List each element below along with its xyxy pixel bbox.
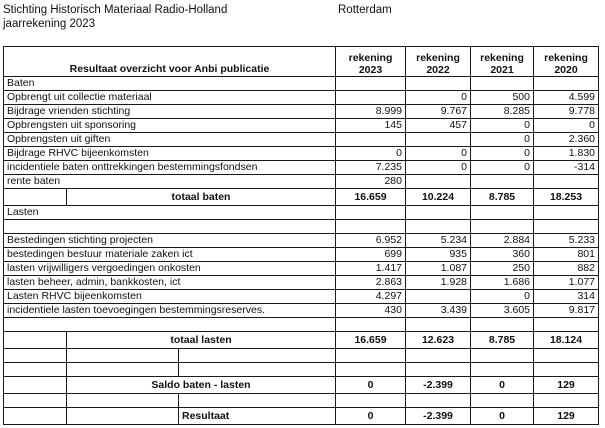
value-cell: 500	[471, 91, 534, 105]
empty-cell	[67, 363, 179, 377]
value-cell: 0	[534, 119, 599, 133]
lasten-row	[4, 290, 599, 304]
value-cell: 9.778	[534, 105, 599, 119]
value-cell: 0	[406, 91, 471, 105]
empty-cell	[471, 220, 534, 234]
spacer-row	[4, 363, 599, 377]
total-value-cell: -2.399	[406, 408, 471, 425]
section-baten-label: Baten	[4, 77, 336, 91]
row-label: incidentiele lasten toevoegingen bestemmingsreserves.	[4, 304, 336, 318]
empty-cell	[406, 394, 471, 408]
empty-cell	[471, 363, 534, 377]
total-value-cell: 129	[534, 377, 599, 394]
empty-cell	[406, 77, 471, 91]
lasten-row	[4, 262, 599, 276]
empty-cell	[4, 332, 67, 349]
column-header-year: 2021	[490, 64, 514, 76]
column-header-2020	[534, 47, 599, 77]
empty-cell	[4, 189, 67, 206]
row-label: Opbrengt uit collectie materiaal	[4, 91, 336, 105]
column-header-label: rekening	[416, 52, 460, 64]
value-cell: 5.234	[406, 234, 471, 248]
empty-cell	[406, 349, 471, 363]
value-cell	[406, 290, 471, 304]
empty-cell	[4, 394, 67, 408]
empty-cell	[179, 394, 336, 408]
section-lasten-label: Lasten	[4, 206, 336, 220]
value-cell: 4.297	[336, 290, 406, 304]
row-label: Bijdrage vrienden stichting	[4, 105, 336, 119]
table-title: Resultaat overzicht voor Anbi publicatie	[4, 47, 336, 77]
empty-cell	[67, 408, 179, 425]
empty-cell	[534, 363, 599, 377]
table-header-row	[4, 47, 599, 77]
empty-cell	[336, 394, 406, 408]
empty-cell	[336, 363, 406, 377]
empty-cell	[534, 349, 599, 363]
value-cell: 1.830	[534, 147, 599, 161]
section-baten	[4, 77, 599, 91]
section-lasten	[4, 206, 599, 220]
spacer-row	[4, 220, 599, 234]
value-cell: 1.417	[336, 262, 406, 276]
empty-cell	[336, 77, 406, 91]
value-cell: 145	[336, 119, 406, 133]
value-cell: 3.605	[471, 304, 534, 318]
value-cell: 699	[336, 248, 406, 262]
row-label: lasten vrijwilligers vergoedingen onkosten	[4, 262, 336, 276]
total-value-cell: 8.785	[471, 332, 534, 349]
column-header-label: rekening	[544, 52, 588, 64]
row-label: Opbrengsten uit sponsoring	[4, 119, 336, 133]
row-label: bestedingen bestuur materiale zaken ict	[4, 248, 336, 262]
lasten-row	[4, 234, 599, 248]
value-cell: 0	[471, 161, 534, 175]
value-cell	[406, 175, 471, 189]
row-label: lasten beheer, admin, bankkosten, ict	[4, 276, 336, 290]
saldo	[4, 377, 599, 394]
empty-cell	[534, 394, 599, 408]
lasten-row	[4, 248, 599, 262]
empty-cell	[406, 318, 471, 332]
total-value-cell: 0	[471, 408, 534, 425]
value-cell: 1.087	[406, 262, 471, 276]
empty-cell	[471, 77, 534, 91]
row-label: Bestedingen stichting projecten	[4, 234, 336, 248]
baten-row	[4, 147, 599, 161]
column-header-label: rekening	[348, 52, 393, 64]
column-header-label: rekening	[480, 52, 524, 64]
empty-cell	[471, 349, 534, 363]
baten-row	[4, 161, 599, 175]
resultaat-label: Resultaat	[179, 408, 336, 425]
value-cell: 2.360	[534, 133, 599, 147]
baten-row	[4, 175, 599, 189]
empty-cell	[67, 349, 179, 363]
total-value-cell: 0	[471, 377, 534, 394]
empty-cell	[336, 318, 406, 332]
totaal-lasten	[4, 332, 599, 349]
value-cell	[471, 175, 534, 189]
value-cell: 0	[406, 161, 471, 175]
empty-cell	[534, 206, 599, 220]
row-label: Lasten RHVC bijeenkomsten	[4, 290, 336, 304]
empty-cell	[4, 363, 67, 377]
value-cell: 0	[406, 147, 471, 161]
column-header-2023	[336, 47, 406, 77]
empty-cell	[471, 394, 534, 408]
baten-row	[4, 119, 599, 133]
report-subtitle: jaarrekening 2023	[3, 18, 96, 30]
total-value-cell: 18.253	[534, 189, 599, 206]
spacer-row	[4, 349, 599, 363]
value-cell: 8.285	[471, 105, 534, 119]
row-label: rente baten	[4, 175, 336, 189]
empty-cell	[406, 206, 471, 220]
value-cell: 801	[534, 248, 599, 262]
empty-cell	[4, 408, 67, 425]
result-table	[3, 46, 599, 425]
column-header-year: 2022	[426, 64, 450, 76]
empty-cell	[471, 206, 534, 220]
value-cell: 1.686	[471, 276, 534, 290]
spacer-row	[4, 318, 599, 332]
value-cell: 9.767	[406, 105, 471, 119]
column-header-year: 2023	[358, 64, 383, 76]
value-cell: 314	[534, 290, 599, 304]
spacer-row	[4, 394, 599, 408]
empty-cell	[406, 363, 471, 377]
total-value-cell: 0	[336, 377, 406, 394]
total-value-cell: 10.224	[406, 189, 471, 206]
city-label: Rotterdam	[338, 4, 392, 16]
value-cell: 0	[471, 290, 534, 304]
total-value-cell: -2.399	[406, 377, 471, 394]
value-cell: 1.077	[534, 276, 599, 290]
value-cell: 1.928	[406, 276, 471, 290]
empty-cell	[406, 220, 471, 234]
baten-row	[4, 91, 599, 105]
total-value-cell: 16.659	[336, 189, 406, 206]
baten-row	[4, 133, 599, 147]
saldo-label: Saldo baten - lasten	[67, 377, 336, 394]
value-cell: -314	[534, 161, 599, 175]
value-cell: 0	[336, 147, 406, 161]
lasten-row	[4, 276, 599, 290]
value-cell: 430	[336, 304, 406, 318]
value-cell: 9.817	[534, 304, 599, 318]
total-value-cell: 12.623	[406, 332, 471, 349]
totaal-baten-label: totaal baten	[67, 189, 336, 206]
empty-cell	[4, 220, 336, 234]
value-cell: 280	[336, 175, 406, 189]
value-cell	[336, 133, 406, 147]
empty-cell	[534, 318, 599, 332]
empty-cell	[67, 394, 179, 408]
value-cell: 4.599	[534, 91, 599, 105]
value-cell: 360	[471, 248, 534, 262]
totaal-baten	[4, 189, 599, 206]
total-value-cell: 129	[534, 408, 599, 425]
total-value-cell: 8.785	[471, 189, 534, 206]
totaal-lasten-label: totaal lasten	[67, 332, 336, 349]
empty-cell	[336, 220, 406, 234]
column-header-2021	[471, 47, 534, 77]
value-cell: 882	[534, 262, 599, 276]
empty-cell	[179, 363, 336, 377]
column-header-year: 2020	[554, 64, 578, 76]
value-cell: 2.884	[471, 234, 534, 248]
empty-cell	[4, 349, 67, 363]
value-cell: 0	[471, 147, 534, 161]
value-cell: 0	[471, 133, 534, 147]
row-label: Opbrengsten uit giften	[4, 133, 336, 147]
empty-cell	[534, 77, 599, 91]
value-cell: 3.439	[406, 304, 471, 318]
column-header-2022	[406, 47, 471, 77]
total-value-cell: 18.124	[534, 332, 599, 349]
row-label: incidentiele baten onttrekkingen bestemmingsfondsen	[4, 161, 336, 175]
value-cell: 250	[471, 262, 534, 276]
empty-cell	[336, 349, 406, 363]
value-cell: 457	[406, 119, 471, 133]
value-cell: 935	[406, 248, 471, 262]
value-cell: 0	[471, 119, 534, 133]
empty-cell	[534, 220, 599, 234]
total-value-cell: 16.659	[336, 332, 406, 349]
value-cell: 2.863	[336, 276, 406, 290]
organisation-name: Stichting Historisch Materiaal Radio-Holland	[3, 4, 228, 16]
value-cell: 5.233	[534, 234, 599, 248]
empty-cell	[4, 377, 67, 394]
empty-cell	[336, 206, 406, 220]
value-cell	[406, 133, 471, 147]
empty-cell	[4, 318, 336, 332]
value-cell: 6.952	[336, 234, 406, 248]
resultaat	[4, 408, 599, 425]
empty-cell	[179, 349, 336, 363]
value-cell: 7.235	[336, 161, 406, 175]
baten-row	[4, 105, 599, 119]
lasten-row	[4, 304, 599, 318]
empty-cell	[471, 318, 534, 332]
row-label: Bijdrage RHVC bijeenkomsten	[4, 147, 336, 161]
value-cell: 8.999	[336, 105, 406, 119]
value-cell	[534, 175, 599, 189]
total-value-cell: 0	[336, 408, 406, 425]
value-cell	[336, 91, 406, 105]
